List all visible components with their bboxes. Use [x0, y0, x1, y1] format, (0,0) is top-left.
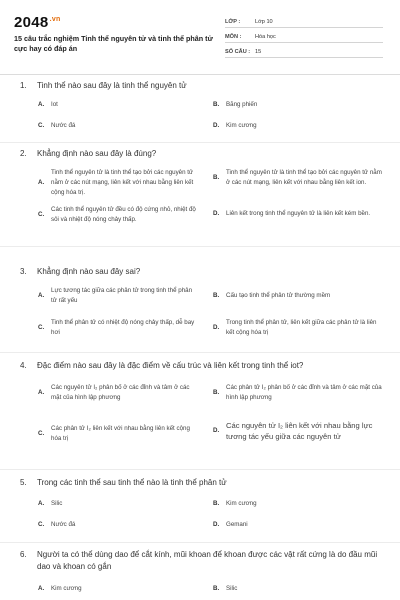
meta-value: 15: [255, 49, 262, 55]
option-letter: B.: [213, 389, 220, 396]
option-letter: A.: [38, 389, 45, 396]
option-text: Các phân tử I₂ phân bố ở các đỉnh và tâm ở các mặt của hình lập phương: [226, 384, 382, 401]
option-letter: B.: [213, 500, 220, 507]
meta-row-subject: [225, 28, 383, 43]
meta-row-count: [225, 43, 383, 58]
option-c[interactable]: [38, 520, 188, 530]
option-letter: A.: [38, 101, 45, 108]
question-stem: Trong các tinh thể sau tinh thể nào là tinh thể phân tử: [37, 478, 227, 487]
question-number: 5.: [20, 478, 27, 487]
option-letter: B.: [213, 585, 220, 592]
option-a[interactable]: [38, 100, 188, 110]
option-a[interactable]: [38, 286, 198, 306]
option-text: Các nguyên tử I₂ phân bố ở các đỉnh và tâm ở các mặt của hình lập phương: [51, 384, 190, 401]
meta-label: SỐ CÂU :: [225, 49, 251, 55]
question-text: [20, 360, 388, 372]
option-b[interactable]: [213, 383, 383, 403]
option-text: Tinh thể phân tử có nhiệt độ nóng chảy thấp, dễ bay hơi: [51, 319, 195, 336]
option-c[interactable]: [38, 121, 188, 131]
option-text: Kim cương: [226, 122, 257, 129]
question-stem: Đặc điểm nào sau đây là đặc điểm về cấu trúc và liên kết trong tinh thể iot?: [37, 361, 304, 370]
option-a[interactable]: [38, 584, 188, 594]
page-title: 15 câu trắc nghiệm Tinh thể nguyên tử và tinh thể phân tử cực hay có đáp án: [14, 34, 213, 53]
option-c[interactable]: [38, 424, 198, 444]
question-text: [20, 477, 388, 489]
meta-label: LỚP :: [225, 19, 241, 25]
option-text: Silic: [51, 500, 63, 507]
question-number: 6.: [20, 550, 27, 559]
option-b[interactable]: [213, 168, 383, 188]
option-text: Tinh thể nguyên tử là tinh thể tạo bởi các nguyên tử nằm ở các nút mạng, liên kết với nhau bằng liên kết cộng hóa trị.: [51, 169, 194, 196]
question-stem: Khẳng định nào sau đây sai?: [37, 267, 141, 276]
option-a[interactable]: [38, 499, 188, 509]
option-letter: D.: [213, 521, 220, 528]
meta-table: [225, 13, 383, 58]
meta-value: Hóa học: [255, 34, 276, 40]
meta-value: Lớp 10: [255, 19, 273, 25]
option-letter: C.: [38, 430, 45, 437]
question-divider: [0, 246, 400, 247]
option-letter: D.: [213, 122, 220, 129]
question-text: [20, 80, 388, 92]
option-text: Kim cương: [51, 585, 82, 592]
option-c[interactable]: [38, 205, 198, 225]
question-text: [20, 148, 388, 160]
option-a[interactable]: [38, 383, 198, 403]
logo-text: 2048: [14, 14, 49, 31]
option-text: Các tinh thể nguyên tử đều có độ cứng nhỏ, nhiệt độ sôi và nhiệt độ nóng chảy thấp.: [51, 206, 196, 223]
question-stem: Người ta có thể dùng dao để cắt kính, mũi khoan để khoan được các vật rất cứng là do đầu mũi dao và khoan có gắn: [37, 550, 378, 571]
option-letter: C.: [38, 521, 45, 528]
option-text: Trong tinh thể phân tử, liên kết giữa các phân tử là liên kết cộng hóa trị: [226, 319, 377, 336]
question-divider: [0, 352, 400, 353]
option-d[interactable]: [213, 209, 383, 219]
question-divider: [0, 469, 400, 470]
option-letter: A.: [38, 500, 45, 507]
option-letter: B.: [213, 292, 220, 299]
option-text: Các nguyên tử I₂ liên kết với nhau bằng lực tương tác yếu giữa các nguyên tử: [226, 421, 373, 441]
option-text: Các phân tử I₂ liên kết với nhau bằng liên kết cộng hóa trị: [51, 425, 190, 442]
option-d[interactable]: [213, 121, 373, 131]
option-text: Cấu tạo tinh thể phân tử thường mềm: [226, 292, 331, 299]
header-divider: [0, 74, 400, 75]
option-text: Gemani: [226, 521, 248, 528]
option-letter: A.: [38, 179, 45, 186]
logo-suffix: .vn: [49, 16, 61, 23]
option-c[interactable]: [38, 318, 198, 338]
question-divider: [0, 542, 400, 543]
option-letter: C.: [38, 324, 45, 331]
option-letter: D.: [213, 427, 220, 434]
question-text: [20, 549, 388, 573]
option-text: Nước đá: [51, 521, 76, 528]
option-d[interactable]: [213, 318, 383, 338]
option-text: Lực tương tác giữa các phân tử trong tinh thể phân tử rất yếu: [51, 287, 193, 304]
site-logo[interactable]: [14, 14, 61, 31]
option-text: Nước đá: [51, 122, 76, 129]
question-number: 4.: [20, 361, 27, 370]
header: [0, 0, 400, 68]
option-text: Băng phiến: [226, 101, 258, 108]
meta-label: MÔN :: [225, 34, 242, 40]
question-stem: Khẳng định nào sau đây là đúng?: [37, 149, 157, 158]
option-text: Tinh thể nguyên tử là tinh thể tạo bởi các nguyên tử nằm ở các nút mạng, liên kết với nhau bằng liên kết ion.: [226, 169, 382, 186]
option-a[interactable]: [38, 168, 198, 198]
option-letter: C.: [38, 211, 45, 218]
option-text: Liên kết trong tinh thể nguyên tử là liên kết kém bền.: [226, 210, 371, 217]
option-b[interactable]: [213, 100, 373, 110]
option-letter: B.: [213, 174, 220, 181]
question-text: [20, 266, 388, 278]
option-letter: A.: [38, 292, 45, 299]
question-number: 2.: [20, 149, 27, 158]
question-number: 1.: [20, 81, 27, 90]
option-d[interactable]: [213, 420, 383, 442]
question-number: 3.: [20, 267, 27, 276]
option-b[interactable]: [213, 584, 373, 594]
question-stem: Tinh thể nào sau đây là tinh thể nguyên tử: [37, 81, 187, 90]
option-text: Kim cương: [226, 500, 257, 507]
option-d[interactable]: [213, 520, 373, 530]
option-letter: A.: [38, 585, 45, 592]
option-b[interactable]: [213, 499, 373, 509]
option-letter: D.: [213, 210, 220, 217]
option-letter: C.: [38, 122, 45, 129]
option-letter: B.: [213, 101, 220, 108]
question-divider: [0, 142, 400, 143]
option-letter: D.: [213, 324, 220, 331]
option-b[interactable]: [213, 291, 383, 301]
meta-row-class: [225, 13, 383, 28]
option-text: Iot: [51, 101, 58, 108]
option-text: Silic: [226, 585, 238, 592]
